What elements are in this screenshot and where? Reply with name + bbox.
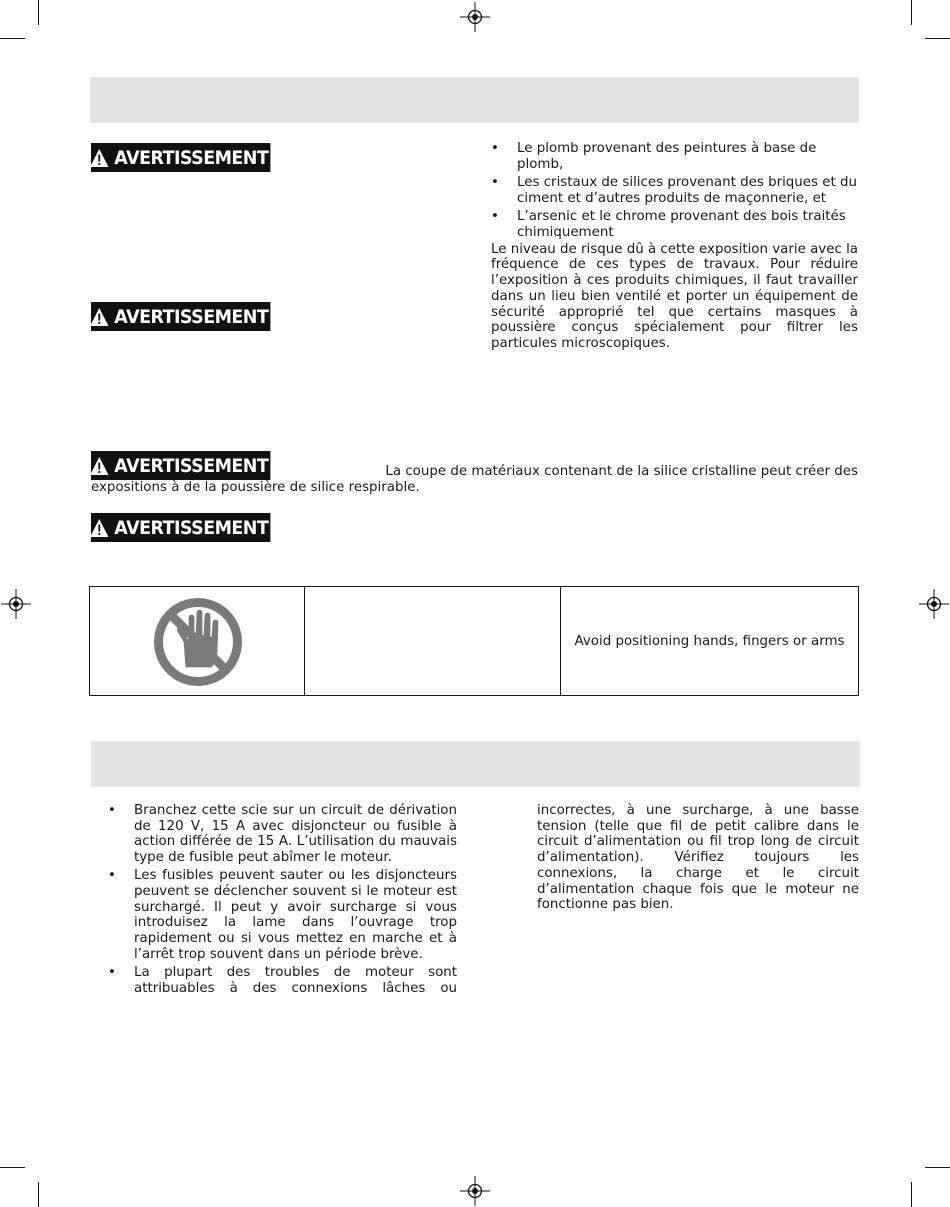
crop-mark <box>911 1182 912 1207</box>
crop-mark <box>925 38 950 39</box>
no-hands-icon <box>150 594 246 690</box>
warning-triangle-icon <box>89 307 109 327</box>
warning-label <box>91 143 270 172</box>
list-item: • L’arsenic et le chrome provenant des bois traités chimiquement <box>491 209 858 240</box>
hand-warning-text: Avoid positioning hands, fingers or arms <box>574 633 845 649</box>
silica-warning-text: La coupe de matériaux contenant de la silice cristalline peut créer des <box>385 464 858 479</box>
registration-mark-icon <box>460 1176 490 1206</box>
symbol-cell <box>90 587 305 695</box>
risk-paragraph: Le niveau de risque dû à cette exposition varie avec la fréquence de ces types de travaux. Pour réduire l’exposition à ces produits chimiques, il faut travailler dans un lieu bien ventilé et porter un équipement de sécurité approprié tel que certains masques à poussière conçus spécialement pour filtrer les particules microscopiques. <box>491 241 859 351</box>
table-cell <box>561 587 858 695</box>
safety-symbol-table <box>89 586 859 696</box>
table-cell <box>305 587 561 695</box>
warning-label <box>91 513 270 542</box>
registration-mark-icon <box>460 2 490 32</box>
warning-triangle-icon <box>89 456 109 476</box>
warning-label-text: AVERTISSEMENT <box>114 516 269 539</box>
warning-triangle-icon <box>89 518 109 538</box>
chemical-list-column <box>491 141 858 352</box>
registration-mark-icon <box>919 589 949 619</box>
crop-mark <box>38 1182 39 1207</box>
registration-mark-icon <box>1 589 31 619</box>
warning-label <box>91 302 270 331</box>
crop-mark <box>0 1167 25 1168</box>
crop-mark <box>911 0 912 25</box>
electrical-left-column <box>108 803 457 999</box>
list-item: • Branchez cette scie sur un circuit de dérivation de 120 V, 15 A avec disjoncteur ou fusible à action différée de 15 A. L’utilisation du mauvais type de fusible peut abîmer le moteur. <box>108 803 457 866</box>
list-item: • La plupart des troubles de moteur sont attribuables à des connexions lâches ou <box>108 965 457 996</box>
warning-label-text: AVERTISSEMENT <box>114 454 269 477</box>
electrical-right-paragraph: incorrectes, à une surcharge, à une basse tension (telle que fil de petit calibre dans le circuit d’alimentation ou fil trop long de circuit d’alimentation). Vérifiez toujours les connexions, la charge et le circuit d’alimentation chaque fois que le moteur ne fonctionne pas bien. <box>537 803 859 913</box>
crop-mark <box>38 0 39 25</box>
section-header-band <box>91 741 860 787</box>
warning-label <box>91 451 270 480</box>
warning-triangle-icon <box>89 148 109 168</box>
warning-label-text: AVERTISSEMENT <box>114 305 269 328</box>
list-item: • Les cristaux de silices provenant des briques et du ciment et d’autres produits de maçonnerie, et <box>491 175 858 206</box>
crop-mark <box>0 38 25 39</box>
warning-label-text: AVERTISSEMENT <box>114 146 269 169</box>
section-header-band <box>90 77 859 123</box>
electrical-bullet-list <box>108 803 457 996</box>
list-item: • Le plomb provenant des peintures à base de plomb, <box>491 141 858 172</box>
silica-warning-text-continued: expositions à de la poussière de silice respirable. <box>91 480 420 495</box>
chemical-bullet-list <box>491 141 858 240</box>
list-item: • Les fusibles peuvent sauter ou les disjoncteurs peuvent se déclencher souvent si le moteur est surchargé. Il peut y avoir surcharge si vous introduisez la lame dans l’ouvrage trop rapidement ou si vous mettez en marche et à l’arrêt trop souvent dans un période brève. <box>108 868 457 962</box>
crop-mark <box>925 1167 950 1168</box>
